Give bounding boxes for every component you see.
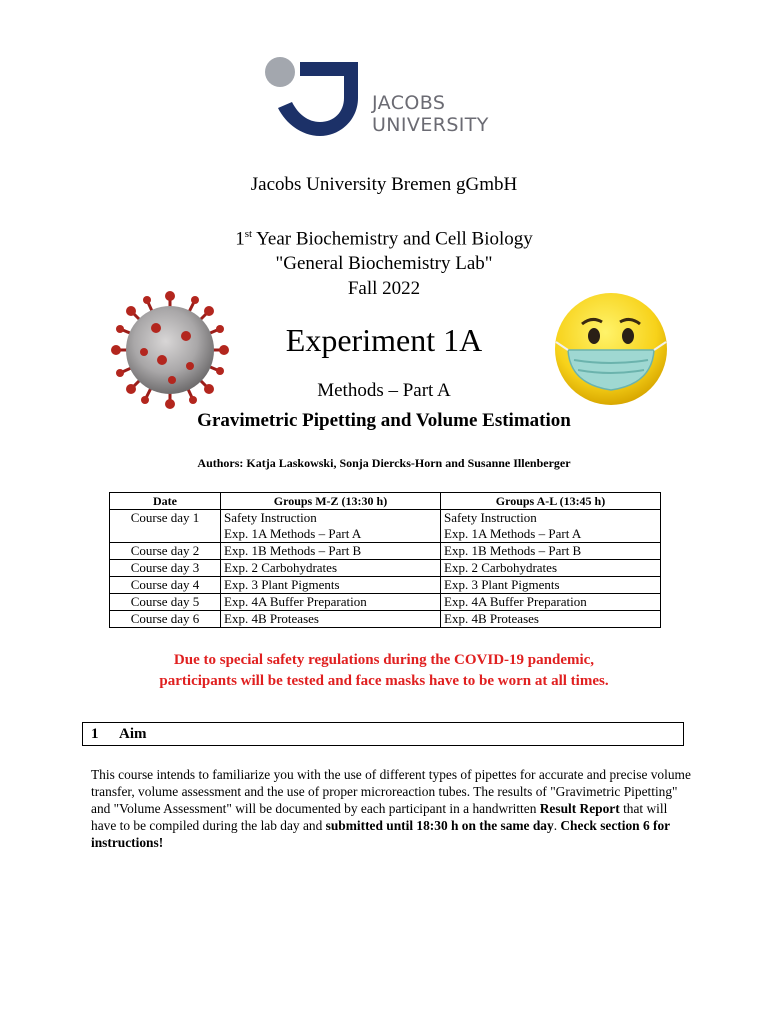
- aim-paragraph: [91, 766, 691, 851]
- covid-warning: [0, 650, 768, 692]
- groups-mz-cell: [221, 560, 441, 577]
- cell-line: Safety Instruction: [224, 510, 317, 525]
- cell-line: Exp. 1B Methods – Part B: [444, 543, 582, 558]
- warning-line-1: Due to special safety regulations during the COVID-19 pandemic,: [173, 652, 595, 668]
- cell-line: Exp. 4B Proteases: [224, 611, 319, 626]
- cell-line: Exp. 1A Methods – Part A: [444, 526, 582, 541]
- section-title: Aim: [119, 726, 147, 742]
- table-row: [110, 510, 661, 543]
- table-row: [110, 560, 661, 577]
- date-cell: Course day 5: [110, 594, 221, 611]
- experiment-subtitle: Gravimetric Pipetting and Volume Estimation: [197, 410, 571, 431]
- date-cell: Course day 2: [110, 543, 221, 560]
- logo-wordmark: [372, 92, 489, 136]
- groups-mz-cell: [221, 594, 441, 611]
- cell-line: Exp. 4A Buffer Preparation: [444, 594, 587, 609]
- cell-line: Exp. 4B Proteases: [444, 611, 539, 626]
- cell-line: Exp. 3 Plant Pigments: [224, 577, 340, 592]
- table-row: [110, 543, 661, 560]
- cell-line: Exp. 4A Buffer Preparation: [224, 594, 367, 609]
- cell-line: Exp. 2 Carbohydrates: [444, 560, 558, 575]
- table-row: [110, 611, 661, 628]
- date-cell: Course day 1: [110, 510, 221, 543]
- groups-mz-cell: [221, 577, 441, 594]
- column-header: Groups A-L (13:45 h): [441, 493, 661, 510]
- groups-mz-cell: [221, 510, 441, 543]
- logo-line-1: JACOBS: [372, 92, 446, 114]
- result-report-bold: Result Report: [539, 801, 620, 816]
- table-header-row: [110, 493, 661, 510]
- jacobs-university-logo: [262, 54, 522, 138]
- date-cell: Course day 6: [110, 611, 221, 628]
- groups-mz-cell: [221, 543, 441, 560]
- section-heading: [82, 722, 684, 746]
- groups-al-cell: [441, 510, 661, 543]
- aim-text-3: .: [553, 818, 561, 833]
- institution-name: Jacobs University Bremen gGmbH: [250, 174, 518, 195]
- authors: Authors: Katja Laskowski, Sonja Diercks-Horn and Susanne Illenberger: [197, 456, 571, 470]
- methods-part: Methods – Part A: [317, 380, 451, 401]
- column-header: Date: [110, 493, 221, 510]
- deadline-bold: submitted until 18:30 h on the same day: [325, 818, 554, 833]
- aim-text-2: that will have to be compiled during the lab day and: [91, 801, 668, 833]
- cell-line: Exp. 2 Carbohydrates: [224, 560, 338, 575]
- cell-line: Exp. 3 Plant Pigments: [444, 577, 560, 592]
- aim-text-1: This course intends to familiarize you with the use of different types of pipettes for accurate and precise volume transfer, volume assessment and the use of proper microreaction tubes. The results of "Gravimetric Pipetting" and "Volume Assessment" will be documented by each participant in a handwritten: [91, 767, 691, 816]
- groups-mz-cell: [221, 611, 441, 628]
- groups-al-cell: [441, 577, 661, 594]
- logo-line-2: UNIVERSITY: [372, 114, 489, 136]
- cell-line: Exp. 1A Methods – Part A: [224, 526, 362, 541]
- warning-line-2: participants will be tested and face masks have to be worn at all times.: [159, 673, 609, 689]
- groups-al-cell: [441, 594, 661, 611]
- course-name: [0, 222, 768, 251]
- course-year-number: 1: [235, 228, 245, 250]
- instructions-bold: Check section 6 for instructions!: [91, 818, 670, 850]
- course-title: Year Biochemistry and Cell Biology: [252, 228, 533, 250]
- groups-al-cell: [441, 560, 661, 577]
- lab-name: "General Biochemistry Lab": [275, 253, 493, 275]
- jacobs-logo-icon: [262, 54, 362, 138]
- experiment-title: Experiment 1A: [285, 322, 483, 358]
- table-row: [110, 594, 661, 611]
- groups-al-cell: [441, 611, 661, 628]
- cell-line: Safety Instruction: [444, 510, 537, 525]
- cell-line: Exp. 1B Methods – Part B: [224, 543, 362, 558]
- section-number: 1: [91, 726, 99, 742]
- table-row: [110, 577, 661, 594]
- date-cell: Course day 3: [110, 560, 221, 577]
- column-header: Groups M-Z (13:30 h): [221, 493, 441, 510]
- groups-al-cell: [441, 543, 661, 560]
- date-cell: Course day 4: [110, 577, 221, 594]
- course-year-suffix: st: [244, 228, 253, 240]
- schedule-table: [109, 492, 661, 628]
- term: Fall 2022: [347, 278, 421, 300]
